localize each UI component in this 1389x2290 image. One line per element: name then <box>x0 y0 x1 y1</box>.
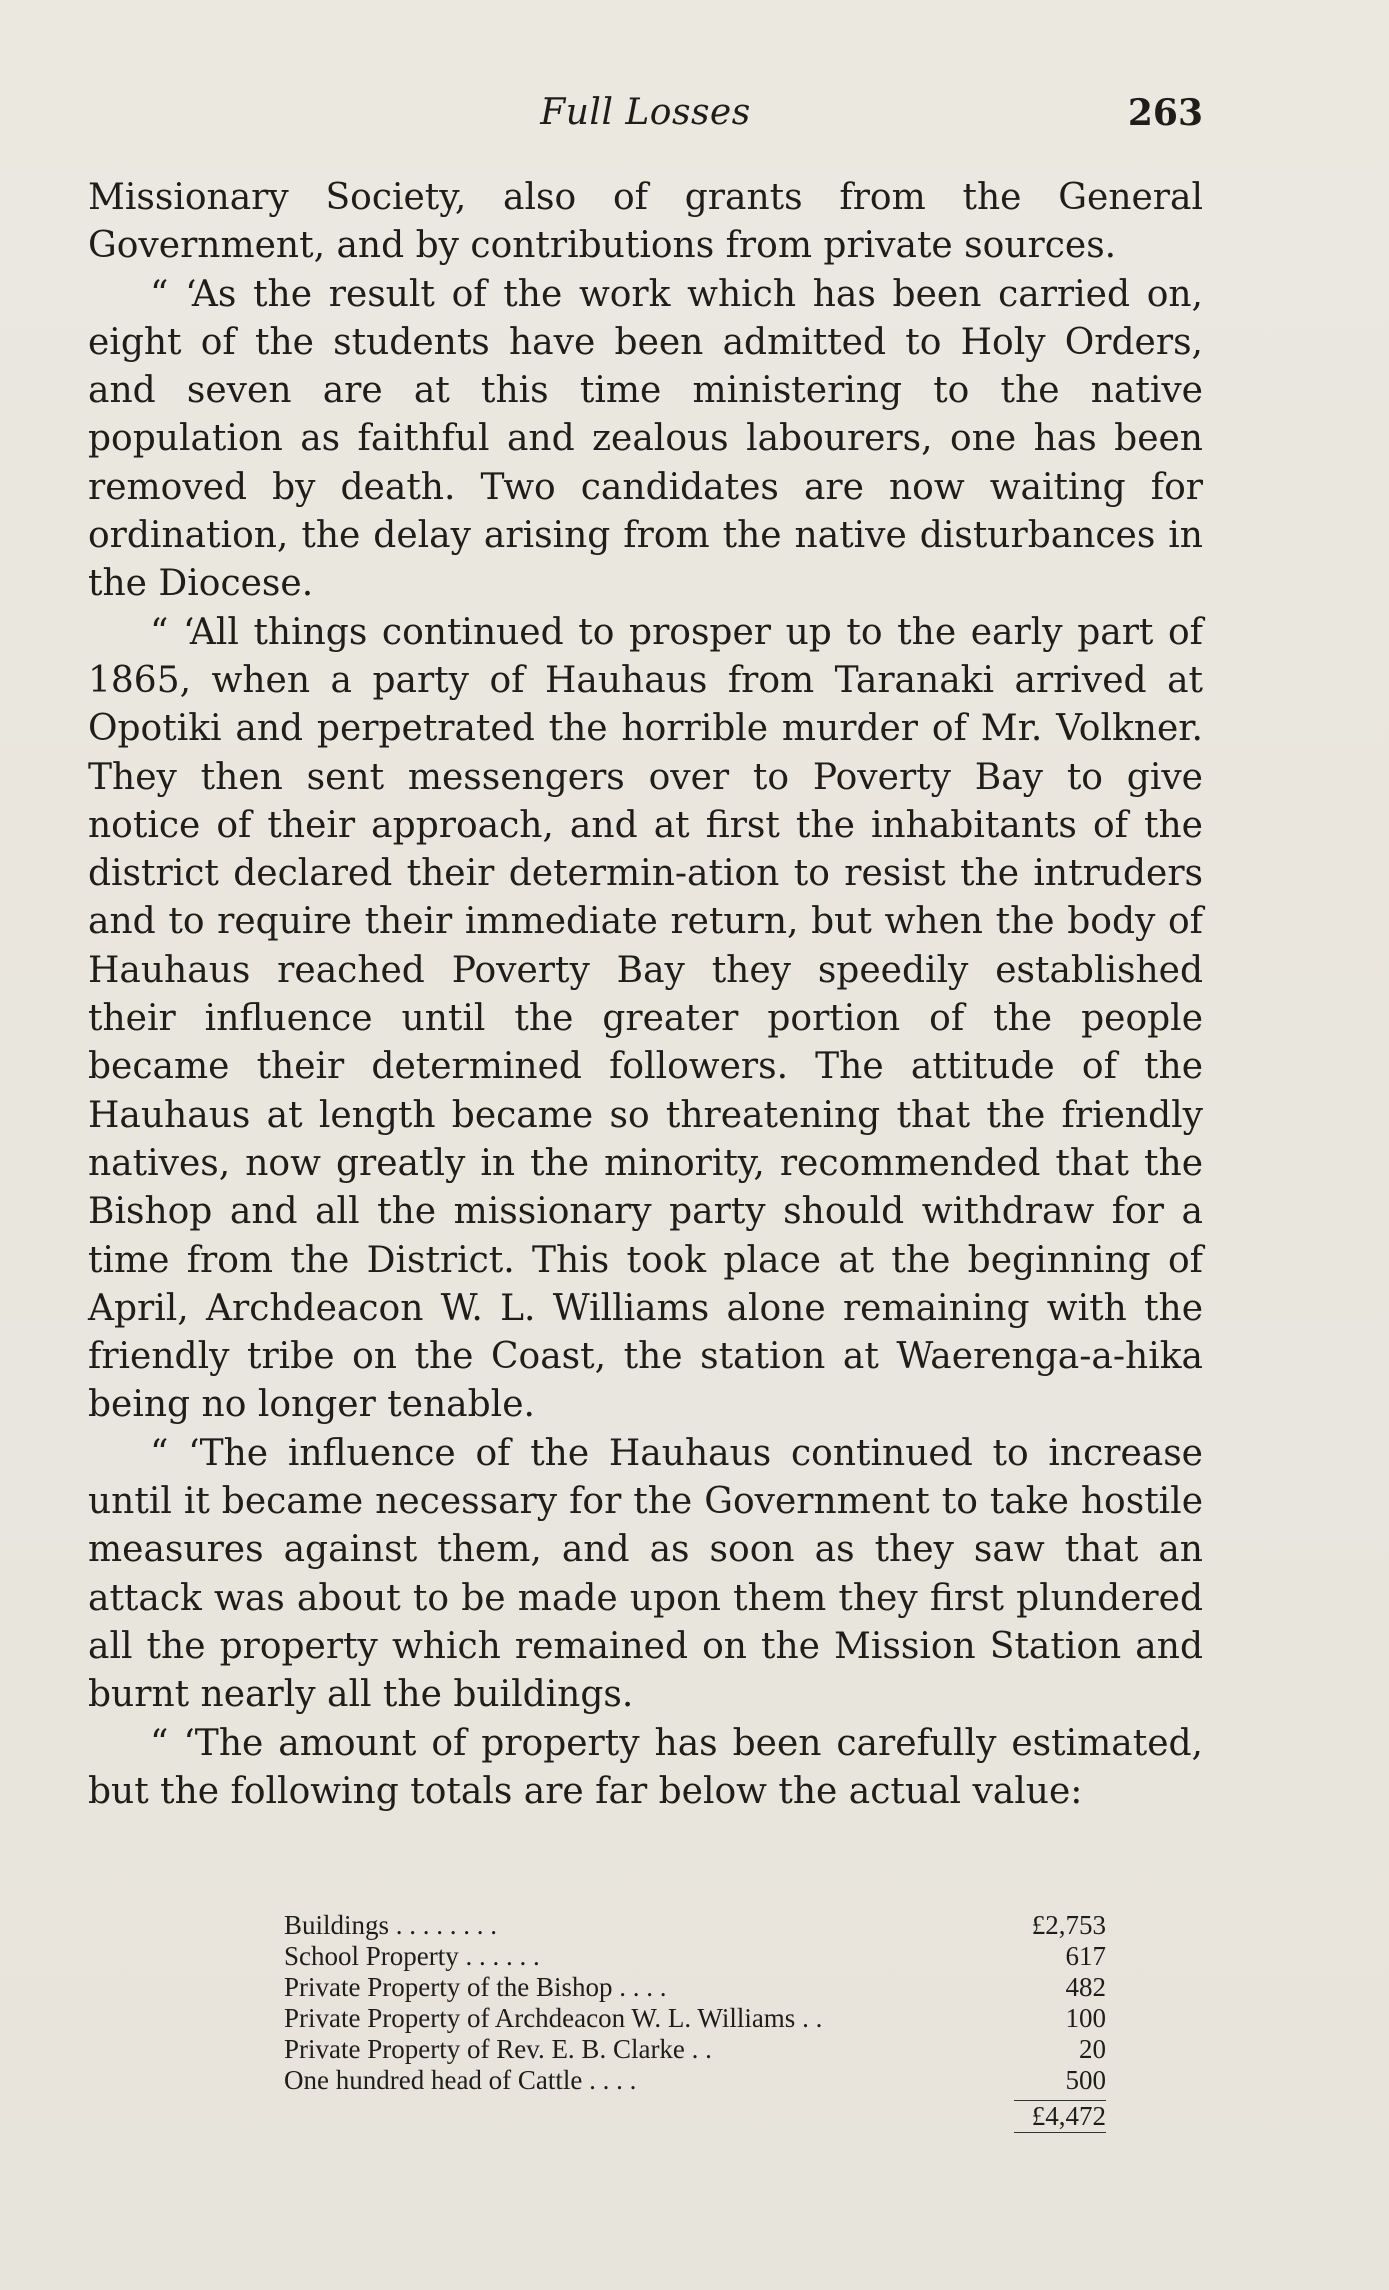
paragraph-4: “ ‘The influence of the Hauhaus continued to increase until it became necessary for the Government to take hostile measures against them, and as soon as they saw that an attack was about to be made upon them they first plundered all the property which remained on the Mission Station and burnt nearly all the buildings. <box>88 1432 1203 1716</box>
table-item: Buildings . . . . . . . . <box>284 1910 498 1940</box>
table-amount: 500 <box>1065 2065 1106 2095</box>
body-text <box>88 174 1203 1816</box>
table-amount: 617 <box>1065 1941 1106 1971</box>
paragraph-5: “ ‘The amount of property has been carefully estimated, but the following totals are far below the actual value: <box>88 1722 1203 1812</box>
table-amount: £2,753 <box>1031 1910 1106 1940</box>
paragraph-2: “ ‘As the result of the work which has been carried on, eight of the students have been admitted to Holy Orders, and seven are at this time ministering to the native population as faithful and zealous labourers, one has been removed by death. Two candidates are now waiting for ordination, the delay arising from the native disturbances in the Diocese. <box>88 273 1203 605</box>
table-amount: 482 <box>1065 1972 1106 2002</box>
table-item: School Property . . . . . . <box>284 1941 540 1971</box>
table-item: One hundred head of Cattle . . . . <box>284 2065 637 2095</box>
losses-table <box>284 1910 1106 2136</box>
table-amount: 100 <box>1065 2003 1106 2033</box>
table-row <box>284 2003 1106 2034</box>
table-amount: 20 <box>1079 2034 1106 2064</box>
paragraph-3: “ ‘All things continued to prosper up to the early part of 1865, when a party of Hauhaus from Taranaki arrived at Opotiki and perpetrated the horrible murder of Mr. Volkner. They then sent messengers over to Poverty Bay to give notice of their approach, and at first the inhabitants of the district declared their determin-ation to resist the intruders and to require their immediate return, but when the body of Hauhaus reached Poverty Bay they speedily established their influence until the greater portion of the people became their determined followers. The attitude of the Hauhaus at length became so threatening that the friendly natives, now greatly in the minority, recommended that the Bishop and all the missionary party should withdraw for a time from the District. This took place at the beginning of April, Archdeacon W. L. Williams alone remaining with the friendly tribe on the Coast, the station at Waerenga-a-hika being no longer tenable. <box>88 611 1203 1426</box>
table-item: Private Property of the Bishop . . . . <box>284 1972 667 2002</box>
paragraph-1: Missionary Society, also of grants from the General Government, and by contributions from private sources. <box>88 177 1203 267</box>
page-header <box>88 92 1203 152</box>
running-title: Full Losses <box>540 92 751 133</box>
page-number: 263 <box>1127 92 1203 134</box>
table-row <box>284 1941 1106 1972</box>
table-total: £4,472 <box>1014 2100 1106 2133</box>
table-item: Private Property of Archdeacon W. L. Williams . . <box>284 2003 823 2033</box>
table-row <box>284 1972 1106 2003</box>
table-row <box>284 1910 1106 1941</box>
table-row <box>284 2065 1106 2096</box>
table-row <box>284 2034 1106 2065</box>
table-total-row <box>284 2096 1106 2136</box>
table-item: Private Property of Rev. E. B. Clarke . . <box>284 2034 712 2064</box>
